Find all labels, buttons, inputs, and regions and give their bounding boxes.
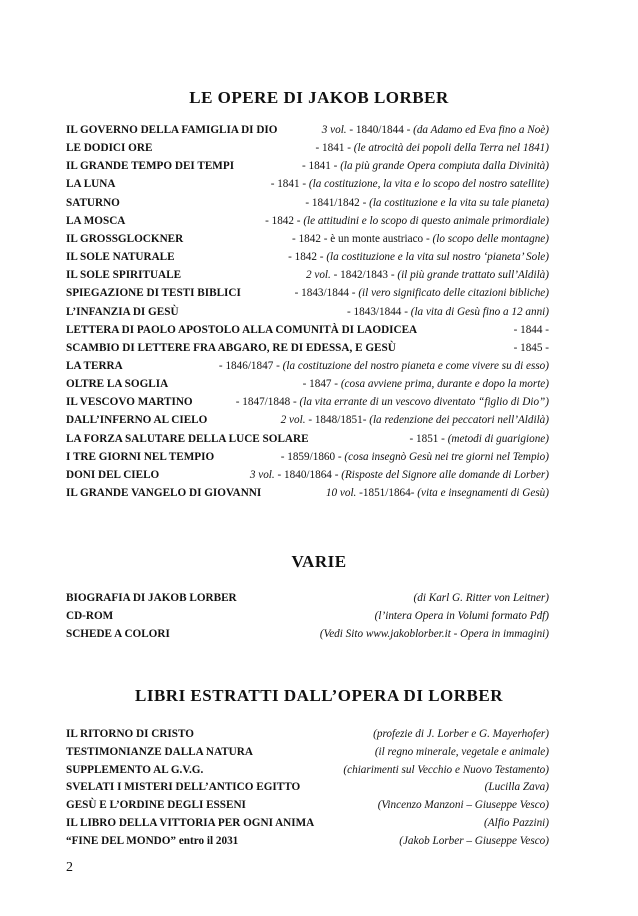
work-row [66, 414, 549, 432]
work-title: IL SOLE NATURALE [66, 251, 175, 264]
work-row [66, 324, 549, 342]
work-dates: - 1845 - [513, 341, 549, 354]
work-dates: - 1841 - [301, 160, 338, 173]
work-row [66, 215, 549, 233]
work-dates: - 1841 - [315, 142, 351, 155]
work-description: (la vita di Gesù fino a 12 anni) [410, 305, 549, 318]
work-row [66, 287, 549, 305]
work-dates: - 1846/1847 - [218, 359, 280, 372]
work-title: I TRE GIORNI NEL TEMPIO [66, 450, 215, 463]
work-info [214, 451, 549, 463]
work-dates: - 1844 - [513, 323, 549, 336]
libri-row [66, 746, 549, 764]
work-description: (Risposte del Signore alle domande di Lorber) [341, 468, 549, 481]
work-title: DONI DEL CIELO [66, 468, 160, 481]
work-info [234, 160, 549, 172]
libri-description: (profezie di J. Lorber e G. Mayerhofer) [373, 728, 549, 740]
work-dates: - 1842/1843 - [333, 269, 395, 282]
work-info [125, 215, 549, 227]
work-row [66, 378, 549, 396]
work-dates: - 1840/1864 - [277, 468, 339, 481]
varie-row [66, 592, 549, 610]
work-dates: - 1841/1842 - [305, 196, 367, 209]
work-title: IL SOLE SPIRITUALE [66, 269, 182, 282]
work-info [261, 487, 549, 499]
libri-description: (Alfio Pazzini) [484, 817, 549, 829]
work-title: LE DODICI ORE [66, 142, 153, 155]
varie-title: BIOGRAFIA DI JAKOB LORBER [66, 592, 237, 604]
work-dates: - 1847/1848 - [235, 396, 297, 409]
work-info [241, 287, 549, 299]
work-info [152, 142, 549, 154]
libri-title: “FINE DEL MONDO” entro il 2031 [66, 834, 239, 847]
libri-row [66, 764, 549, 782]
work-row [66, 487, 549, 505]
work-title: LA TERRA [66, 359, 123, 372]
work-row [66, 360, 549, 378]
work-info [181, 269, 549, 281]
work-title: LETTERA DI PAOLO APOSTOLO ALLA COMUNITÀ DI LAODICEA [66, 323, 418, 336]
work-row [66, 342, 549, 360]
libri-row [66, 728, 549, 746]
work-dates: - 1859/1860 - [280, 450, 342, 463]
work-description: (la costituzione e la vita sul nostro ‘pianeta’ Sole) [326, 251, 549, 264]
libri-row [66, 817, 549, 835]
work-description: (vita e insegnamenti di Gesù) [417, 487, 549, 499]
libri-description: (il regno minerale, vegetale e animale) [374, 745, 549, 758]
work-volumes: 10 vol. [325, 487, 357, 499]
work-info [123, 360, 549, 372]
work-info [120, 197, 549, 209]
varie-title: SCHEDE A COLORI [66, 628, 170, 640]
work-info [159, 469, 549, 481]
varie-description: (di Karl G. Ritter von Leitner) [413, 592, 549, 604]
work-dates: - 1843/1844 - [294, 287, 356, 300]
work-info [115, 178, 549, 190]
page-title: LE OPERE DI JAKOB LORBER [189, 88, 449, 107]
work-description: (le atrocità dei popoli della Terra nel 1841) [353, 142, 549, 155]
varie-row [66, 628, 549, 646]
work-dates: - 1842 - [265, 214, 301, 227]
work-description: (la più grande Opera compiuta dalla Divinità) [340, 160, 549, 173]
work-description: (cosa avviene prima, durante e dopo la morte) [340, 378, 549, 391]
libri-description: (Lucilla Zava) [484, 781, 549, 794]
work-row [66, 469, 549, 487]
work-title: LA MOSCA [66, 214, 126, 227]
work-row [66, 396, 549, 414]
work-row [66, 160, 549, 178]
work-description: (la costituzione del nostro pianeta e come vivere su di esso) [282, 359, 549, 372]
work-description: (cosa insegnò Gesù nei tre giorni nel Tempio) [344, 450, 549, 463]
work-title: IL GRANDE VANGELO DI GIOVANNI [66, 487, 262, 499]
work-dates: - 1843/1844 - [347, 305, 408, 318]
libri-title: IL RITORNO DI CRISTO [66, 728, 194, 740]
work-title: OLTRE LA SOGLIA [66, 378, 169, 391]
libri-description: (Vincenzo Manzoni – Giuseppe Vesco) [377, 799, 549, 812]
libri-title: SVELATI I MISTERI DELL’ANTICO EGITTO [66, 781, 301, 794]
work-dates: -1851/1864- [359, 487, 415, 499]
libri-heading: LIBRI ESTRATTI DALL’OPERA DI LORBER [135, 686, 503, 705]
varie-description: (Vedi Sito www.jakoblorber.it - Opera in immagini) [319, 628, 549, 640]
work-row [66, 178, 549, 196]
libri-row [66, 799, 549, 817]
work-description: (la costituzione, la vita e lo scopo del nostro satellite) [308, 178, 549, 191]
work-row [66, 251, 549, 269]
work-info [168, 378, 549, 390]
work-title: IL GOVERNO DELLA FAMIGLIA DI DIO [66, 124, 278, 136]
work-title: LA LUNA [66, 178, 116, 191]
varie-heading: VARIE [291, 552, 347, 571]
work-title: LA FORZA SALUTARE DELLA LUCE SOLARE [66, 432, 309, 445]
work-row [66, 142, 549, 160]
work-dates: - 1848/1851- [308, 414, 367, 427]
work-description: (metodi di guarigione) [447, 432, 549, 445]
work-title: IL VESCOVO MARTINO [66, 396, 193, 409]
varie-row [66, 610, 549, 628]
work-title: SATURNO [66, 196, 120, 209]
varie-title: CD-ROM [66, 610, 114, 622]
work-title: L’INFANZIA DI GESÙ [66, 305, 179, 318]
work-volumes: 2 vol. [280, 414, 306, 427]
work-row [66, 306, 549, 324]
work-dates: - 1842 - [288, 251, 324, 264]
work-title: SCAMBIO DI LETTERE FRA ABGARO, RE DI EDESSA, E GESÙ [66, 341, 396, 354]
work-info [207, 414, 549, 426]
work-description: (le attitudini e lo scopo di questo animale primordiale) [303, 214, 549, 227]
work-dates: - 1847 - [302, 378, 339, 391]
work-dates: - 1840/1844 - [349, 124, 411, 136]
work-row [66, 233, 549, 251]
work-info [417, 324, 549, 336]
work-title: IL GRANDE TEMPO DEI TEMPI [66, 160, 235, 173]
work-description: (il più grande trattato sull’Aldilà) [397, 269, 549, 282]
work-description: (la vita errante di un vescovo diventato “figlio di Dio”) [299, 396, 549, 409]
work-description: (la costituzione e la vita su tale pianeta) [369, 196, 549, 209]
work-volumes: 3 vol. [321, 124, 347, 136]
work-title: IL GROSSGLOCKNER [66, 232, 184, 245]
work-info [396, 342, 549, 354]
work-dates: - 1851 - [409, 432, 445, 445]
work-description: (la redenzione dei peccatori nell’Aldilà) [369, 414, 549, 427]
work-description: (il vero significato delle citazioni bibliche) [358, 287, 549, 300]
work-info [309, 433, 549, 445]
varie-description: (l’intera Opera in Volumi formato Pdf) [374, 610, 549, 622]
work-row [66, 269, 549, 287]
work-info [175, 251, 549, 263]
work-row [66, 451, 549, 469]
work-info [183, 233, 549, 245]
libri-row [66, 781, 549, 799]
libri-description: (chiarimenti sul Vecchio e Nuovo Testamento) [343, 763, 549, 776]
work-info [193, 396, 549, 408]
work-title: SPIEGAZIONE DI TESTI BIBLICI [66, 287, 241, 300]
libri-row [66, 835, 549, 853]
work-row [66, 124, 549, 142]
work-volumes: 2 vol. [305, 269, 331, 282]
work-description: (da Adamo ed Eva fino a Noè) [413, 124, 549, 136]
work-dates: - 1842 - è un monte austriaco - [292, 232, 430, 245]
libri-title: IL LIBRO DELLA VITTORIA PER OGNI ANIMA [66, 817, 315, 829]
libri-description: (Jakob Lorber – Giuseppe Vesco) [399, 834, 549, 847]
work-row [66, 197, 549, 215]
work-description: (lo scopo delle montagne) [432, 232, 549, 245]
work-volumes: 3 vol. [249, 468, 275, 481]
work-info [277, 124, 549, 136]
work-dates: - 1841 - [270, 178, 307, 191]
libri-title: SUPPLEMENTO AL G.V.G. [66, 763, 204, 776]
libri-title: TESTIMONIANZE DALLA NATURA [66, 745, 253, 758]
work-info [179, 306, 549, 318]
work-row [66, 433, 549, 451]
page-number: 2 [66, 860, 73, 875]
work-title: DALL’INFERNO AL CIELO [66, 414, 208, 427]
libri-title: GESÙ E L’ORDINE DEGLI ESSENI [66, 799, 246, 812]
